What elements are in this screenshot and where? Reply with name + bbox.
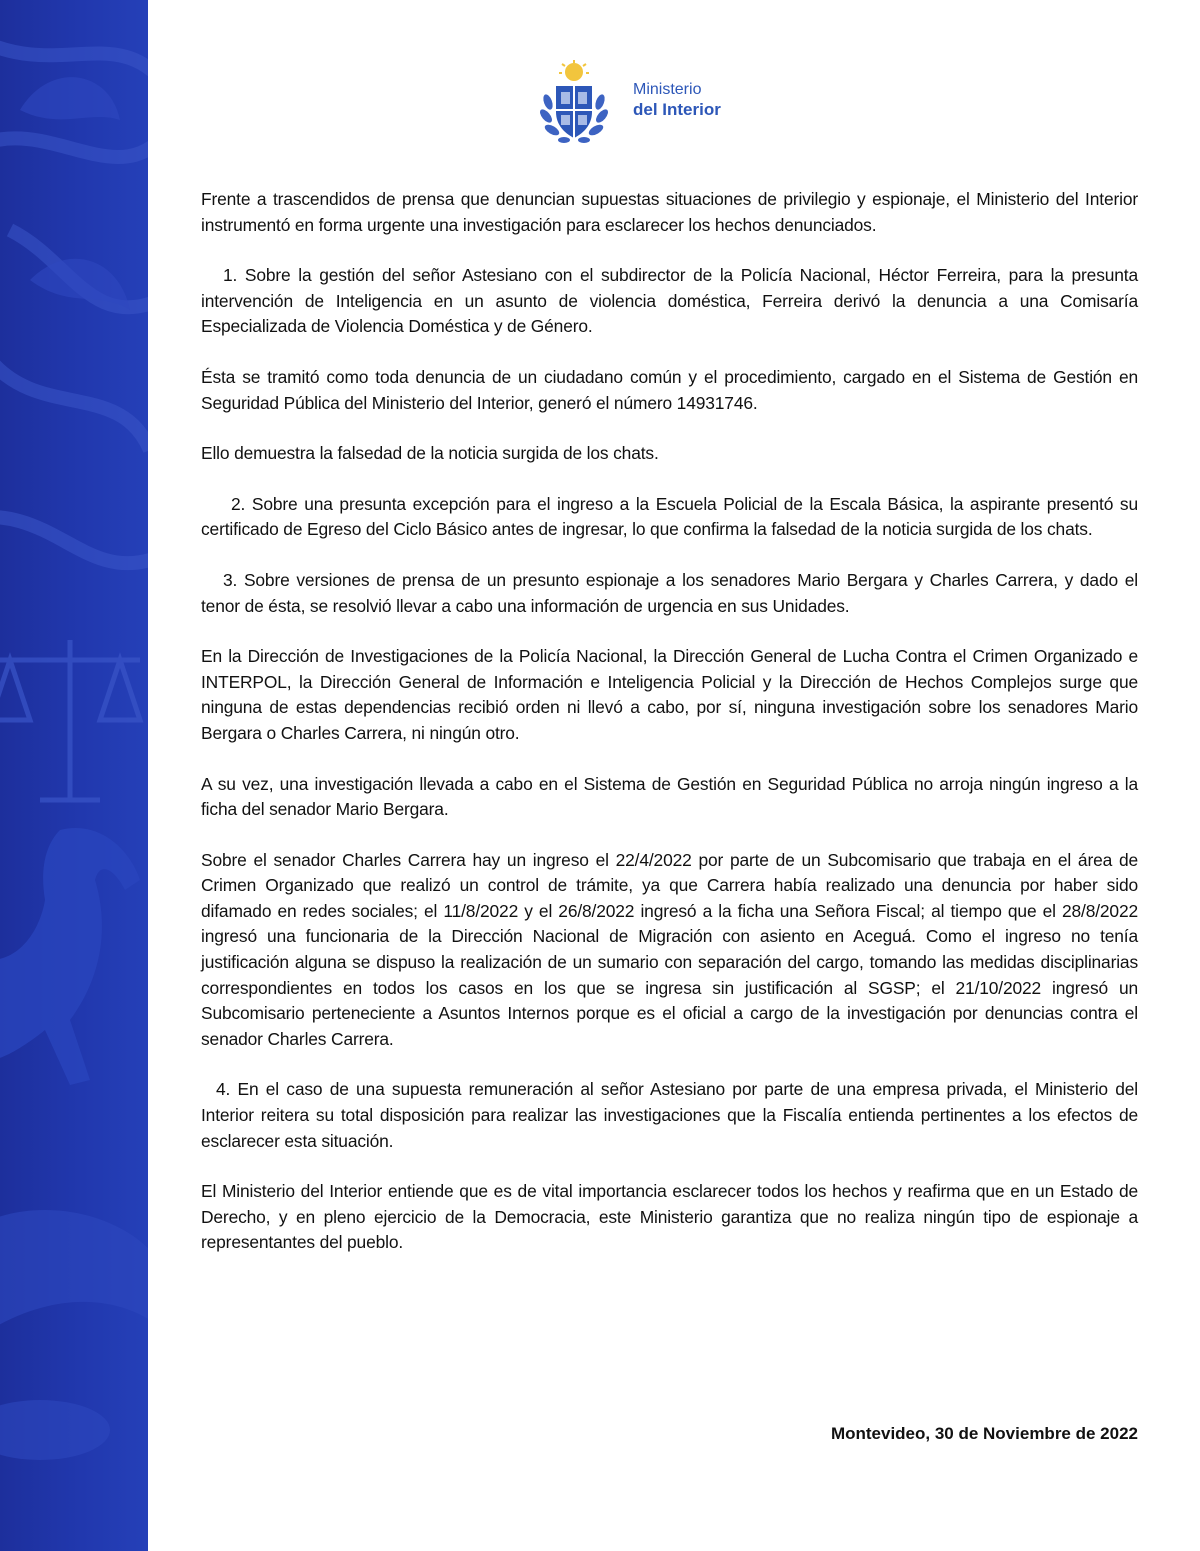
paragraph-point-4: 4. En el caso de una supuesta remuneración al señor Astesiano por parte de una empresa privada, el Ministerio del Interior reitera su total disposición para realizar las investigaciones que la Fiscalía entienda pertinentes a los efectos de esclarecer esta situación. bbox=[201, 1079, 1138, 1151]
paragraph-directions: En la Dirección de Investigaciones de la Policía Nacional, la Dirección General de Lucha Contra el Crimen Organizado e INTERPOL, la Dirección General de Información e Inteligencia Policial y la Dirección de Hechos Complejos surge que ninguna de estas dependencias recibió orden ni llevó a cabo, por sí, ninguna investigación sobre los senadores Mario Bergara o Charles Carrera, ni ningún otro. bbox=[201, 646, 1138, 743]
paragraph-procedure: Ésta se tramitó como toda denuncia de un ciudadano común y el procedimiento, cargado en el Sistema de Gestión en Seguridad Pública del Ministerio del Interior, generó el número 14931746. bbox=[201, 366, 1138, 413]
paragraph-intro: Frente a trascendidos de prensa que denuncian supuestas situaciones de privilegio y espionaje, el Ministerio del Interior instrumentó en forma urgente una investigación para esclarecer los hechos denunciados. bbox=[201, 189, 1138, 235]
logo-line-2: del Interior bbox=[633, 100, 721, 119]
paragraph-point-1: 1. Sobre la gestión del señor Astesiano con el subdirector de la Policía Nacional, Héctor Ferreira, para la presunta intervención de Inteligencia en un asunto de violencia doméstica, Ferreira derivó la denuncia a una Comisaría Especializada de Violencia Doméstica y de Género. bbox=[201, 265, 1138, 337]
uruguay-coat-of-arms-icon bbox=[538, 60, 610, 148]
paragraph-point-3: 3. Sobre versiones de prensa de un presunto espionaje a los senadores Mario Bergara y Charles Carrera, y dado el tenor de ésta, se resolvió llevar a cabo una información de urgencia en sus Unidades. bbox=[201, 569, 1138, 616]
paragraph-closing: El Ministerio del Interior entiende que es de vital importancia esclarecer todos los hechos y reafirma que en un Estado de Derecho, y en pleno ejercicio de la Democracia, este Ministerio garantiza que no realiza ningún tipo de espionaje a representantes del pueblo. bbox=[201, 1181, 1138, 1253]
ministry-logo bbox=[538, 60, 758, 148]
paragraph-carrera: Sobre el senador Charles Carrera hay un ingreso el 22/4/2022 por parte de un Subcomisario que trabaja en el área de Crimen Organizado que realizó un control de trámite, ya que Carrera había realizado una denuncia por haber sido difamado en redes sociales; el 11/8/2022 y el 26/8/2022 ingresó a la ficha una Señora Fiscal; al tiempo que el 28/8/2022 ingresó una funcionaria de la Dirección Nacional de Migración con asiento en Aceguá. Como el ingreso no tenía justificación alguna se dispuso la realización de un sumario con separación del cargo, tomando las medidas disciplinarias correspondientes en todos los casos en los que se ingresa sin justificación al SGSP; el 21/10/2022 ingresó un Subcomisario perteneciente a Asuntos Internos porque es el oficial a cargo de la investigación por denuncias contra el senador Charles Carrera. bbox=[201, 849, 1138, 1049]
paragraph-falsity-1: Ello demuestra la falsedad de la noticia surgida de los chats. bbox=[201, 443, 659, 464]
side-band bbox=[0, 0, 148, 1551]
side-band-watermark-icon bbox=[0, 0, 148, 1551]
logo-line-1: Ministerio bbox=[633, 81, 702, 98]
paragraph-bergara: A su vez, una investigación llevada a cabo en el Sistema de Gestión en Seguridad Pública no arroja ningún ingreso a la ficha del senador Mario Bergara. bbox=[201, 773, 1138, 820]
statement-body bbox=[201, 187, 1138, 1281]
paragraph-point-2: 2. Sobre una presunta excepción para el ingreso a la Escuela Policial de la Escala Básica, la aspirante presentó su certificado de Egreso del Ciclo Básico antes de ingresar, lo que confirma la falsedad de la noticia surgida de los chats. bbox=[201, 493, 1138, 540]
logo-text bbox=[633, 80, 721, 120]
signoff-date: Montevideo, 30 de Noviembre de 2022 bbox=[830, 1424, 1138, 1443]
